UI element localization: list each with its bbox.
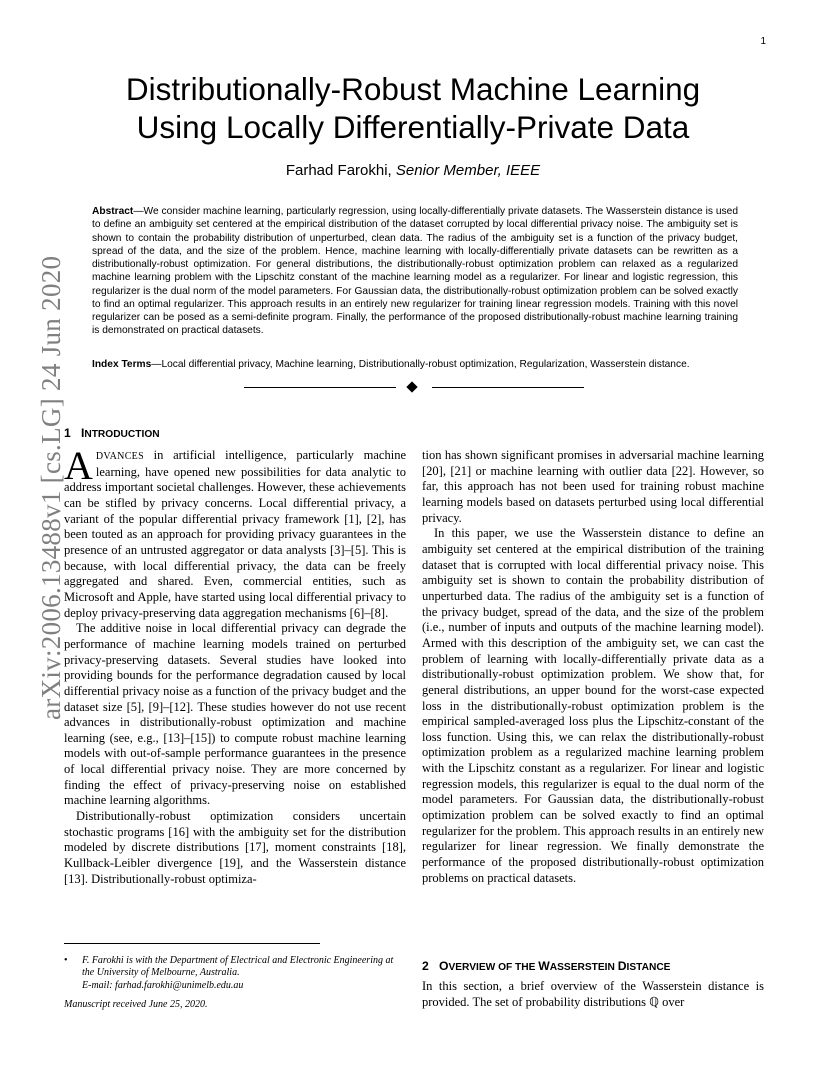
intro-paragraph-1	[64, 443, 406, 621]
intro-paragraph-1-text: in artificial intelligence, particularly machine learning, have opened new possibilities for data analytic to address important societal challenges. However, these achievements can be stifled by privacy concerns. Local differential privacy, a variant of the popular differential privacy framework [1], [2], has been touted as an approach for providing privacy guarantees in the presence of an untrusted aggregator or data analysts [3]–[5]. This is because, with local differential privacy, the data can be freely aggregated and shared. Even, commercial entities, such as Microsoft and Apple, have started using local differential privacy to deploy privacy-preserving data aggregation mechanisms [6]–[8].	[64, 448, 406, 620]
drop-cap: A	[64, 443, 93, 488]
section-1-number: 1	[64, 426, 71, 440]
paper-title	[60, 70, 766, 146]
footnote-rule	[64, 943, 320, 944]
intro-paragraph-4: In this paper, we use the Wasserstein distance to define an ambiguity set centered at the empirical distribution of the training dataset that is corrupted with local differential privacy noise. This ambiguity set is shown to contain the probability distribution of unperturbed data. The radius of the ambiguity set is a function of the privacy budget, spread of the data, and the size of the problem (i.e., number of inputs and outputs of the machine learning model). Armed with this description of the ambiguity set, we can cast the problem of learning with locally-differentially private data as a distributionally-robust optimization problem. We show that, for general distributions, an upper bound for the worst-case expected loss in the distributionally-robust optimization problem is the empirical sampled-averaged loss plus the Lipschitz-constant of the loss function. Using this, we can relax the distributionally-robust optimization problem as a regularized machine learning problem with the Lipschitz constant as a regularizer. For linear and logistic regression models, this regularizer is equal to the dual norm of the model parameters. For Gaussian data, the distributionally-robust optimization problem can be solved exactly to find an optimal regularizer for the problem. This approach results in an entirely new regularizer for linear regression. We finally demonstrate the performance of the proposed distributionally-robust optimization problems on practical datasets.	[422, 526, 764, 885]
section-2-title-rest-2: ASSERSTEIN	[549, 962, 618, 973]
footnote-affiliation: F. Farokhi is with the Department of Electrical and Electronic Engineering at the University of Melbourne, Australia.	[82, 955, 394, 979]
section-1-title-initial: I	[80, 426, 85, 440]
intro-paragraph-3: Distributionally-robust optimization considers uncertain stochastic programs [16] with the ambiguity set for the distribution modeled by discrete distributions [17], moment constraints [18], Kullback-Leibler divergence [19], and the Wasserstein distance [13]. Distributionally-robust optimiza-	[64, 809, 406, 886]
diamond-icon	[406, 381, 417, 392]
section-2-paragraph-1: In this section, a brief overview of the Wasserstein distance is provided. The set of probability distributions ℚ over	[422, 979, 764, 1009]
section-2-title-initial-1: O	[438, 959, 449, 973]
author-name: Farhad Farokhi,	[285, 162, 392, 179]
abstract-text: —We consider machine learning, particularly regression, using locally-differentially private datasets. The Wasserstein distance is used to define an ambiguity set centered at the empirical distribution of the dataset corrupted by local differential privacy noise. The ambiguity set is shown to contain the probability distribution of unperturbed, clean data. The radius of the ambiguity set is a function of the privacy budget, spread of the data, and the size of the problem. Hence, machine learning with locally-differentially private datasets can be rewritten as a distributionally-robust optimization. For general distributions, the distributionally-robust optimization problem can relaxed as a regularized machine learning problem with the Lipschitz constant of the machine learning model as a regularizer. For linear and logistic regression, this regularizer is the dual norm of the model parameters. For Gaussian data, the distributionally-robust optimization problem can be solved exactly to find an optimal regularizer. This approach results in an entirely new regularizer for training linear regression models. Training with this novel regularizer can be posed as a semi-definite program. Finally, the performance of the proposed distributionally-robust machine learning training is demonstrated on practical datasets.	[92, 206, 738, 337]
section-2-title-initial-2: W	[538, 959, 550, 973]
section-divider	[244, 380, 584, 394]
index-terms	[92, 358, 738, 371]
section-2-body	[422, 979, 764, 1010]
section-2-title-rest-3: ISTANCE	[626, 962, 671, 973]
section-1-title-rest: NTRODUCTION	[84, 429, 160, 440]
footnote-bullet: •	[64, 955, 68, 966]
author-line	[60, 162, 766, 179]
intro-paragraph-2: The additive noise in local differential privacy can degrade the performance of machine learning models trained on perturbed privacy-preserving datasets. Several studies have looked into providing bounds for the performance degradation caused by local differential privacy noise as a function of the privacy budget and the dataset size [5], [9]–[12]. These studies however do not use recent advances in distributionally-robust optimization and machine learning (see, e.g., [13]–[15]) to compute robust machine learning models with out-of-sample performance guarantees in the presence of local differential privacy noise. They are more concerned by finding the effect of privacy-preserving noise on established machine learning algorithms.	[64, 621, 406, 808]
section-2-title-initial-3: D	[617, 959, 627, 973]
footnote-text	[82, 955, 406, 992]
page-number: 1	[760, 36, 766, 47]
right-column	[422, 448, 764, 886]
title-line-1: Distributionally-Robust Machine Learning	[125, 71, 701, 107]
left-column	[64, 443, 406, 887]
section-2-title-rest-1: VERVIEW OF THE	[448, 962, 539, 973]
footnote-email: E-mail: farhad.farokhi@unimelb.edu.au	[82, 979, 244, 991]
section-2-heading	[422, 959, 670, 973]
footnote	[64, 955, 406, 992]
author-affiliation: Senior Member, IEEE	[395, 162, 541, 179]
index-terms-text: —Local differential privacy, Machine learning, Distributionally-robust optimization, Regularization, Wasserstein distance.	[151, 359, 690, 370]
arxiv-identifier[interactable]: arXiv:2006.13488v1 [cs.LG] 24 Jun 2020	[36, 255, 66, 720]
intro-smallcaps: DVANCES	[95, 451, 144, 462]
index-terms-label: Index Terms	[92, 359, 152, 370]
title-line-2: Using Locally Differentially-Private Data	[136, 109, 690, 145]
manuscript-received: Manuscript received June 25, 2020.	[64, 999, 208, 1010]
abstract-label: Abstract	[92, 206, 134, 217]
intro-paragraph-3-continued: tion has shown significant promises in adversarial machine learning [20], [21] or machine learning with outlier data [22]. However, so far, this approach has not been used for training robust machine learning models based on datasets perturbed using local differential privacy.	[422, 448, 764, 525]
section-1-heading	[64, 426, 160, 440]
abstract	[92, 205, 738, 338]
section-2-number: 2	[422, 959, 429, 973]
divider-rule-right	[432, 387, 584, 388]
divider-rule-left	[244, 387, 396, 388]
